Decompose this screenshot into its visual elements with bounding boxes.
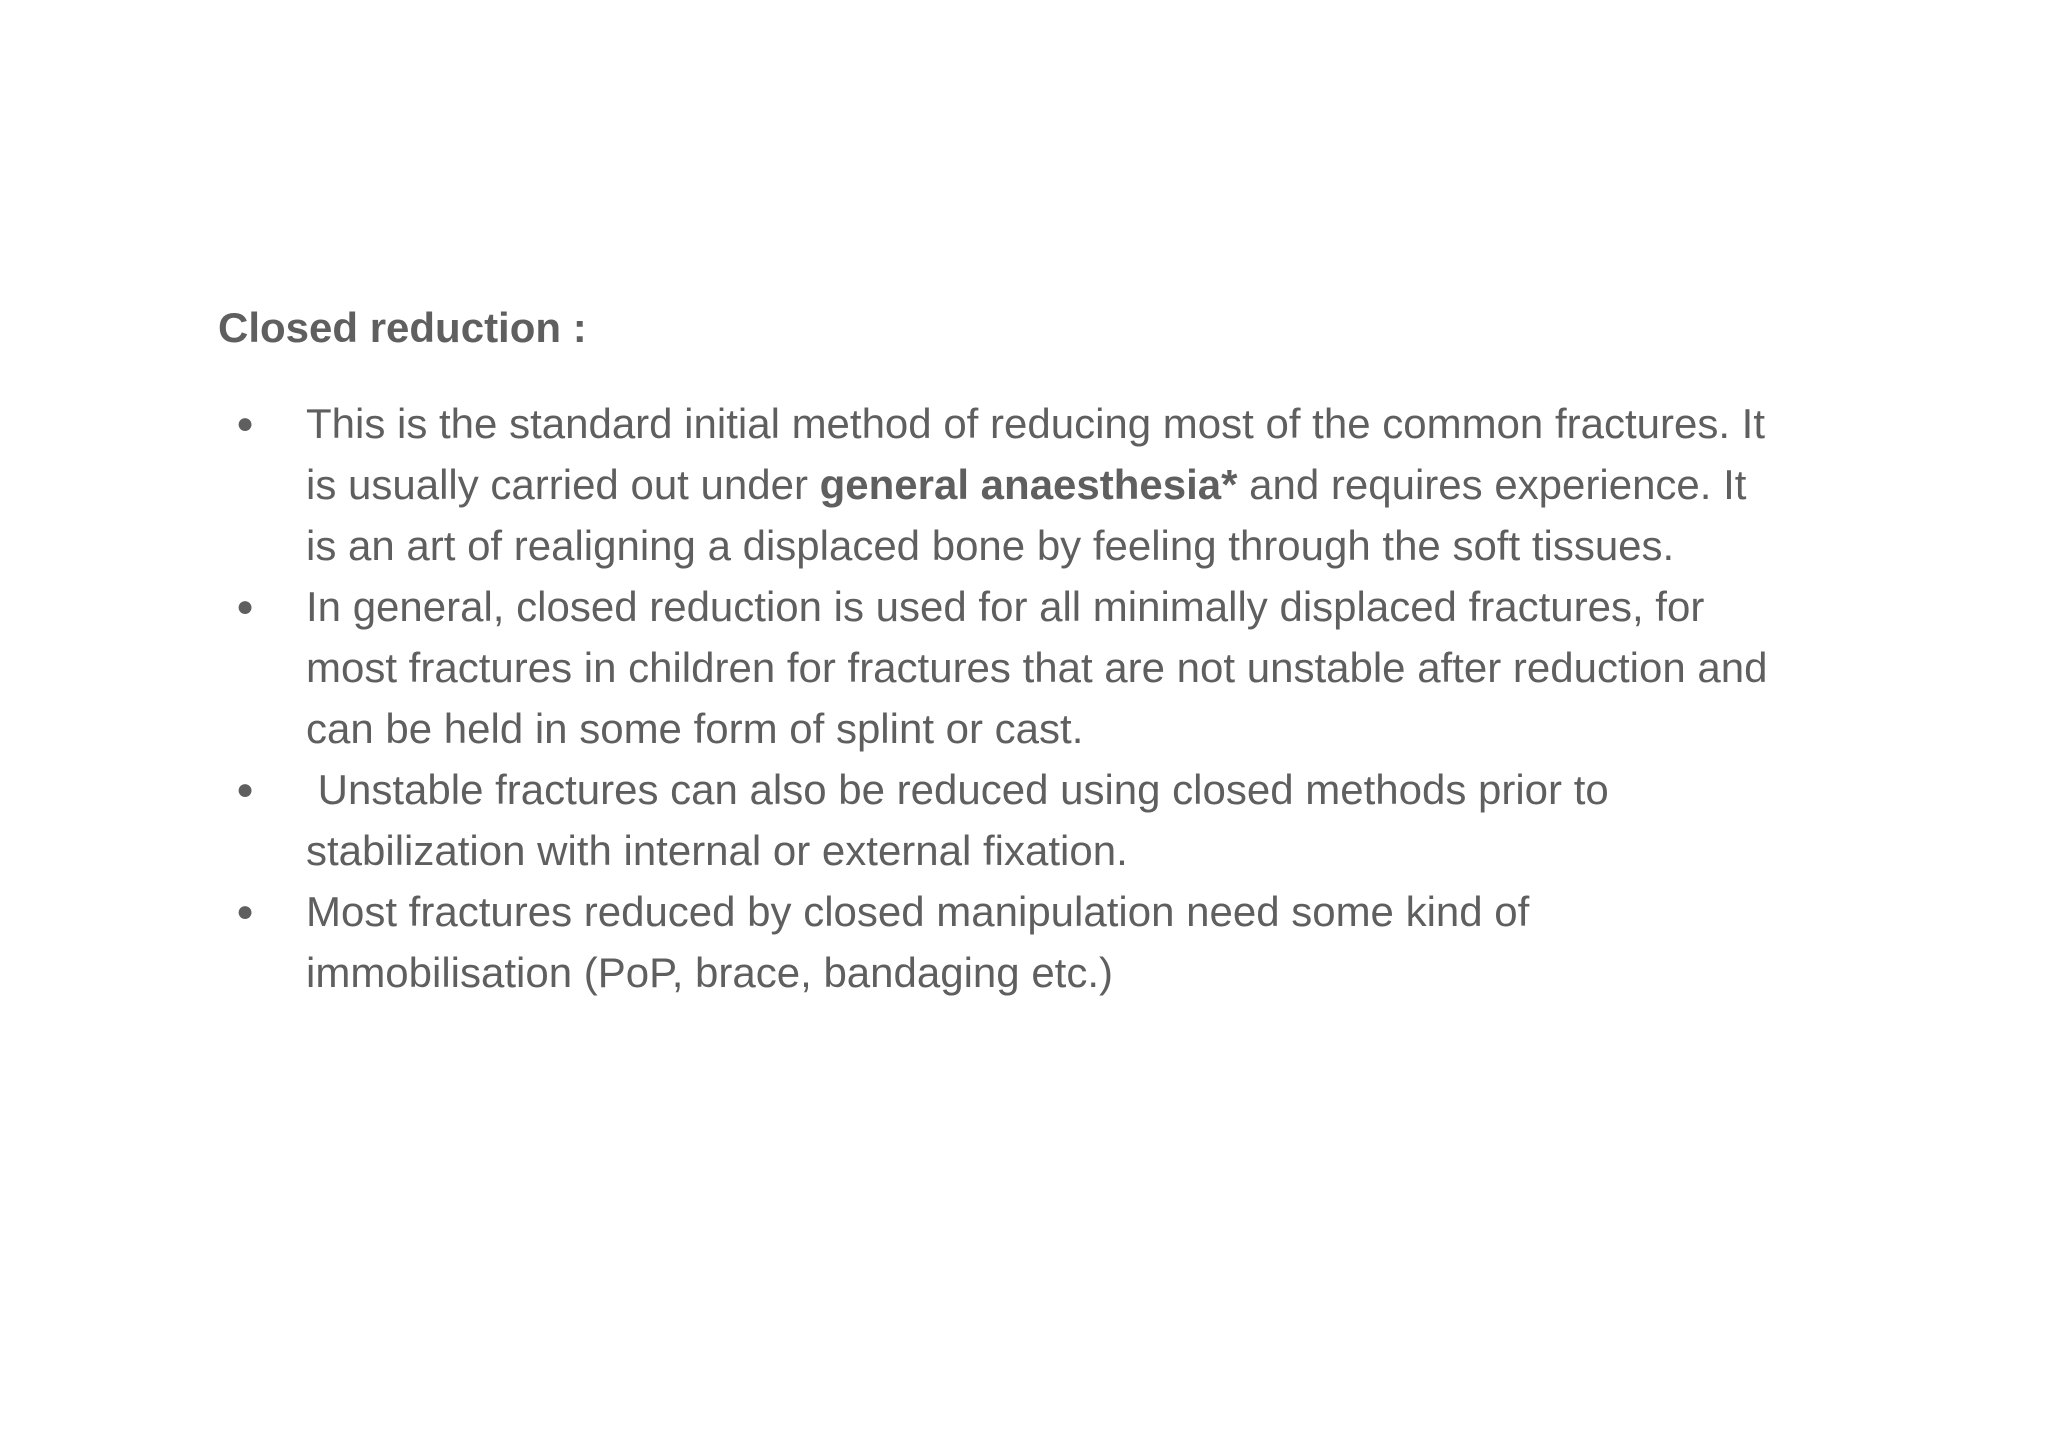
bullet-icon: ●	[236, 773, 255, 806]
text-run: and requires experience. It	[1237, 461, 1747, 508]
bullet-line: stabilization with internal or external fixation.	[306, 827, 1128, 874]
bullet-list	[0, 393, 2048, 1003]
bullet-item	[0, 881, 1866, 1003]
emphasis-text: general anaesthesia*	[819, 461, 1238, 508]
bullet-icon: ●	[236, 895, 255, 928]
section-heading: Closed reduction :	[218, 304, 587, 351]
bullet-line: immobilisation (PoP, brace, bandaging etc.)	[306, 949, 1114, 996]
bullet-line	[306, 454, 1866, 515]
bullet-icon: ●	[236, 407, 255, 440]
bullet-line: In general, closed reduction is used for all minimally displaced fractures, for	[306, 583, 1705, 630]
text-run: is usually carried out under	[306, 461, 820, 508]
bullet-line: Unstable fractures can also be reduced using closed methods prior to	[306, 766, 1609, 813]
bullet-line: This is the standard initial method of reducing most of the common fractures. It	[306, 400, 1766, 447]
bullet-item	[0, 393, 1866, 576]
bullet-line: most fractures in children for fractures that are not unstable after reduction and	[306, 644, 1768, 691]
bullet-item	[0, 759, 1866, 881]
bullet-line: can be held in some form of splint or cast.	[306, 705, 1084, 752]
bullet-line: Most fractures reduced by closed manipulation need some kind of	[306, 888, 1530, 935]
bullet-icon: ●	[236, 590, 255, 623]
bullet-item	[0, 576, 1866, 759]
bullet-line: is an art of realigning a displaced bone by feeling through the soft tissues.	[306, 522, 1675, 569]
